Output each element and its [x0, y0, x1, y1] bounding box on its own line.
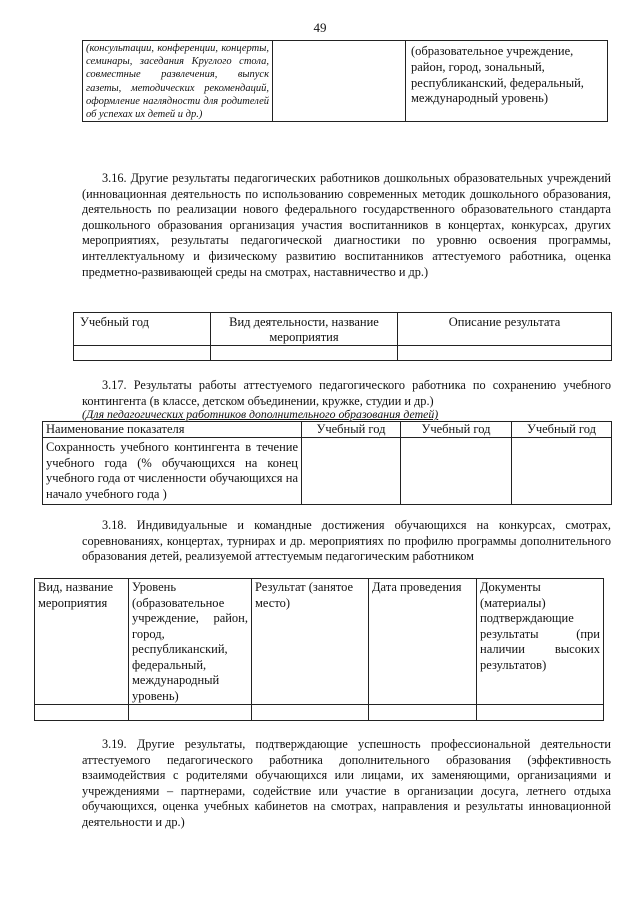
table-row: [83, 41, 608, 122]
column-header: Вид деятельности, название мероприятия: [211, 313, 398, 346]
column-header-text: Результат (занятое место): [255, 580, 354, 610]
table-row: [74, 346, 612, 361]
section-3-18: [82, 518, 611, 565]
table-cell: [252, 705, 369, 721]
column-header: Учебный год: [512, 422, 612, 438]
column-header: Учебный год: [302, 422, 401, 438]
table-cell: [129, 705, 252, 721]
column-header: [477, 579, 604, 705]
table-cell-event-types: (консультации, конференции, концерты, семинары, заседания Круглого стола, совместные развлечения, выпуск газеты, методических рекомендаций, оформление наглядности для родителей об успехах их детей и др.): [83, 41, 273, 122]
column-header: [369, 579, 477, 705]
table-3-18: [34, 578, 604, 721]
table-cell: [74, 346, 211, 361]
section-3-19: [82, 737, 611, 831]
table-cell-empty: [273, 41, 406, 122]
column-header: Наименование показателя: [43, 422, 302, 438]
section-3-19-text: 3.19. Другие результаты, подтверждающие успешность профессиональной деятельности аттестуемого педагогического работника дополнительного образования (эффективность взаимодействия с родителями обучающихся или лицами, их заменяющими, организациями и учреждениями – партнерами, содействие или участие в организации досуга, летнего отдыха обучающихся, оценка учебных кабинетов на смотрах, направления и результаты инновационной деятельности и др.): [82, 737, 611, 829]
table-cell: [302, 438, 401, 505]
table-cell: [211, 346, 398, 361]
column-header: [35, 579, 129, 705]
column-header-text: Уровень (образовательное учреждение, район, город, республиканский, федеральный, международный уровень): [132, 580, 248, 703]
column-header: Описание результата: [398, 313, 612, 346]
section-3-16-text: 3.16. Другие результаты педагогических работников дошкольных образовательных учреждений (инновационная деятельность по использованию современных методик дошкольного образования, деятельность по реализации нового федерального государственного образовательного стандарта дошкольного образования организация участия воспитанников в концертах, конкурсах, других мероприятиях, результаты педагогической диагностики по уровню освоения программы, интеллектуальному и физическому развитию воспитанников аттестуемого работника, оценка предметно-развивающей среды на смотрах, наставничество и др.): [82, 171, 611, 279]
page-number: 49: [313, 20, 327, 35]
table-cell: [398, 346, 612, 361]
table-row: [35, 705, 604, 721]
table-3-16: [73, 312, 612, 361]
column-header: Учебный год: [401, 422, 512, 438]
section-3-17: [82, 378, 611, 409]
table-cell: [401, 438, 512, 505]
table-row: [43, 438, 612, 505]
column-header-text: Дата проведения: [372, 580, 462, 594]
table-cell: [512, 438, 612, 505]
section-3-16: [82, 171, 611, 280]
table-cell: [369, 705, 477, 721]
column-header-text: Документы (материалы) подтверждающие результаты (при наличии высоких результатов): [480, 580, 600, 672]
table-cell: [477, 705, 604, 721]
column-header: Учебный год: [74, 313, 211, 346]
table-header-row: [43, 422, 612, 438]
section-3-17-text: 3.17. Результаты работы аттестуемого педагогического работника по сохранению учебного контингента (в классе, детском объединении, кружке, студии и др.): [82, 378, 611, 408]
table-3-17: [42, 421, 612, 505]
section-3-17-note: (Для педагогических работников дополнительного образования детей): [82, 407, 439, 421]
section-3-18-text: 3.18. Индивидуальные и командные достижения обучающихся на конкурсах, смотрах, соревнованиях, концертах, турнирах и др. мероприятиях по профилю программы дополнительного образования детей, реализуемой аттестуемым педагогическим работником: [82, 518, 611, 564]
column-header: [129, 579, 252, 705]
table-header-row: [74, 313, 612, 346]
table-cell-level: (образовательное учреждение, район, город, зональный, республиканский, федеральный, международный уровень): [406, 41, 608, 122]
column-header-text: Вид, название мероприятия: [38, 580, 114, 610]
column-header: [252, 579, 369, 705]
row-label: Сохранность учебного контингента в течение учебного года (% обучающихся на конец учебного года от численности обучающихся на начало учебного года ): [43, 438, 302, 505]
table-continued: [82, 40, 608, 122]
table-cell: [35, 705, 129, 721]
table-header-row: [35, 579, 604, 705]
